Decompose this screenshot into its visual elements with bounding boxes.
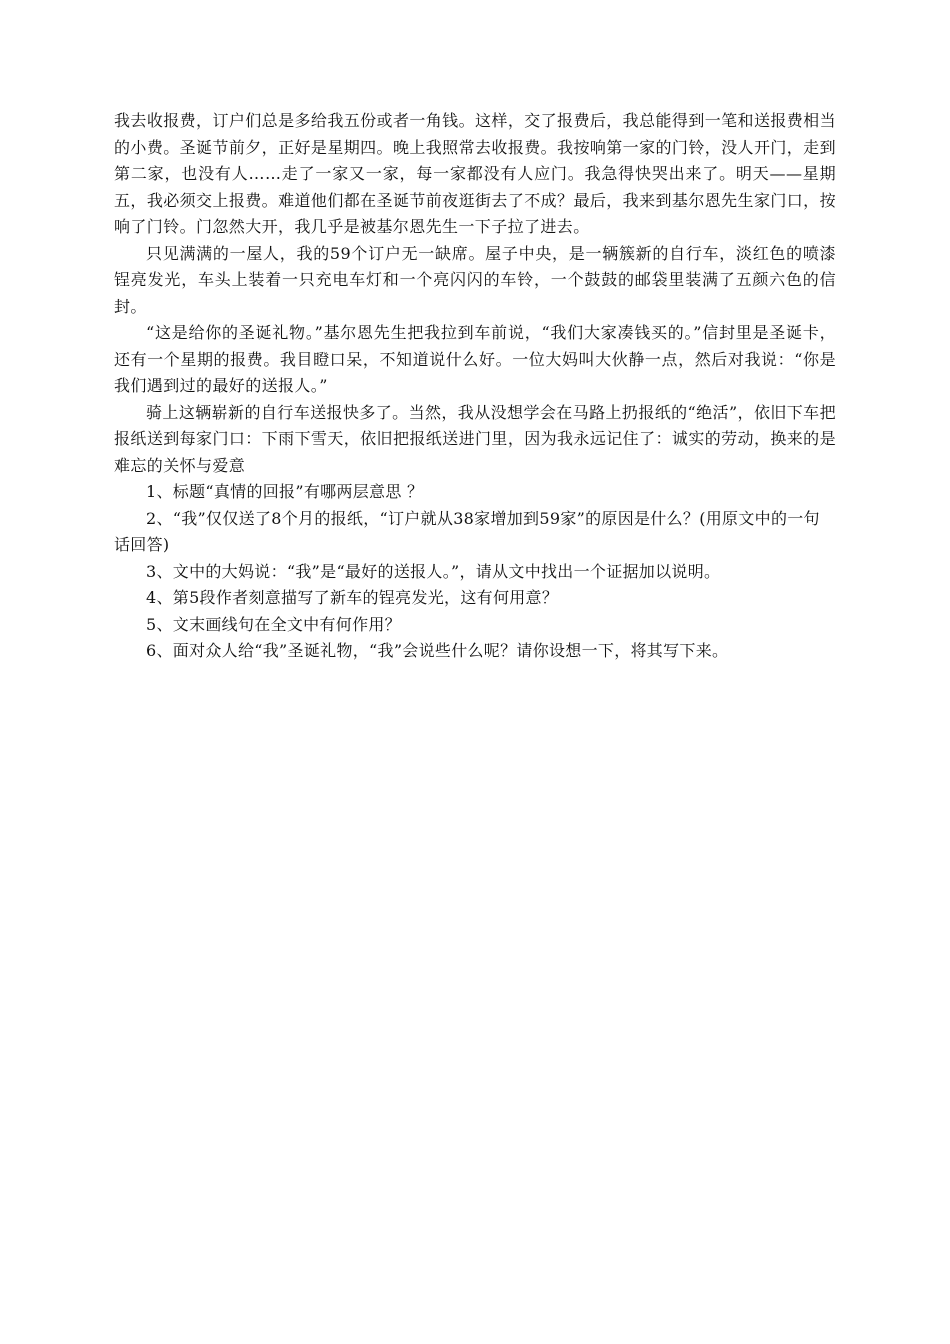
question-1: 1、标题“真情的回报”有哪两层意思 ？ bbox=[146, 482, 424, 501]
questions-list bbox=[114, 479, 836, 665]
paragraph-2: 只见满满的一屋人，我的59个订户无一缺席。屋子中央，是一辆簇新的自行车，淡红色的喷漆锃亮发光，车头上装着一只充电车灯和一个亮闪闪的车铃，一个鼓鼓的邮袋里装满了五颜六色的信封。 bbox=[114, 243, 836, 316]
paragraph-4: 骑上这辆崭新的自行车送报快多了。当然，我从没想学会在马路上扔报纸的“绝活”，依旧下车把报纸送到每家门口：下雨下雪天，依旧把报纸送进门里，因为我永远记住了：诚实的劳动，换来的是难忘的关怀与爱意 bbox=[114, 402, 836, 475]
paragraph-3: “这是给你的圣诞礼物。”基尔恩先生把我拉到车前说，“我们大家凑钱买的。”信封里是圣诞卡，还有一个星期的报费。我目瞪口呆，不知道说什么好。一位大妈叫大伙静一点，然后对我说：“你是我们遇到过的最好的送报人。” bbox=[114, 323, 836, 395]
question-5: 5、文末画线句在全文中有何作用？ bbox=[146, 614, 401, 634]
question-2: 2、“我”仅仅送了8个月的报纸，“订户就从38家增加到59家”的原因是什么？(用原文中的一句话回答) bbox=[114, 508, 820, 554]
question-4: 4、第5段作者刻意描写了新车的锃亮发光，这有何用意？ bbox=[146, 588, 559, 607]
question-3: 3、文中的大妈说：“我”是“最好的送报人。”，请从文中找出一个证据加以说明。 bbox=[146, 561, 721, 581]
document-page bbox=[114, 108, 836, 665]
paragraph-1: 我去收报费，订户们总是多给我五份或者一角钱。这样，交了报费后，我总能得到一笔和送报费相当的小费。圣诞节前夕，正好是星期四。晚上我照常去收报费。我按响第一家的门铃，没人开门，走到第二家，也没有人……走了一家又一家，每一家都没有人应门。我急得快哭出来了。明天——星期五，我必须交上报费。难道他们都在圣诞节前夜逛街去了不成？最后，我来到基尔恩先生家门口，按响了门铃。门忽然大开，我几乎是被基尔恩先生一下子拉了进去。 bbox=[114, 111, 836, 236]
question-6: 6、面对众人给“我”圣诞礼物，“我”会说些什么呢？请你设想一下，将其写下来。 bbox=[146, 641, 729, 660]
